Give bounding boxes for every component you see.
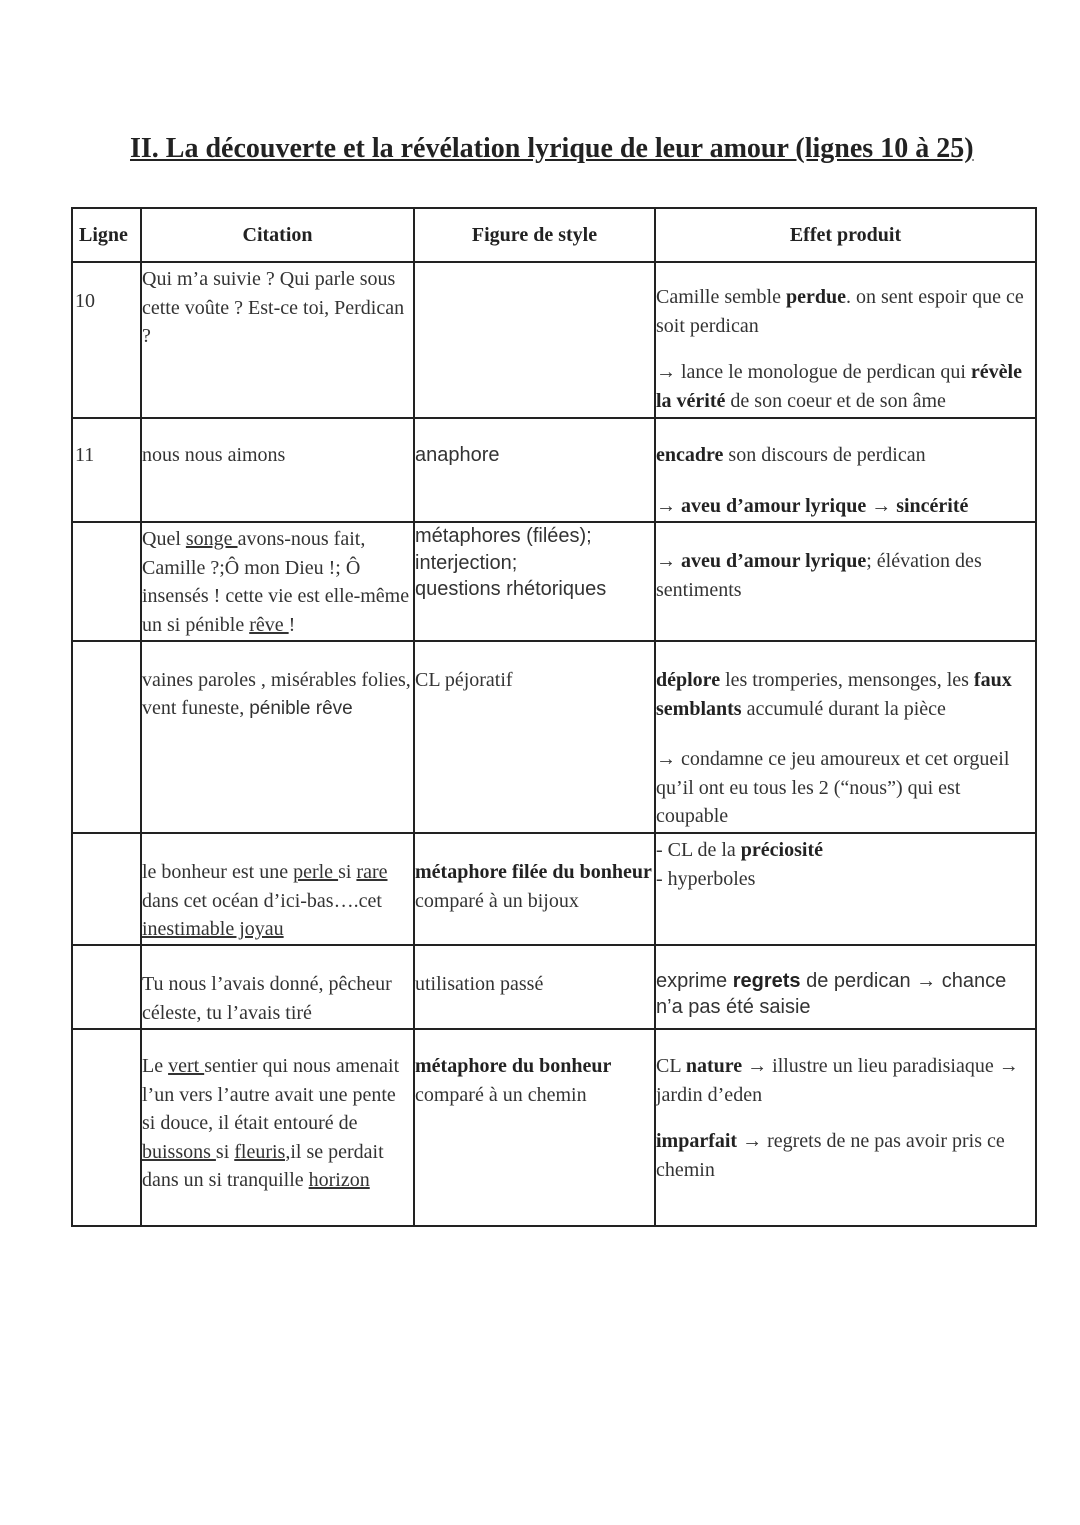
ligne-value: 11 <box>75 444 95 466</box>
citation-text: Tu nous l’avais donné, pêcheur céleste, tu l’avais tiré <box>142 973 392 1024</box>
cell-effet <box>655 522 1036 641</box>
cell-ligne <box>72 262 141 418</box>
arrow-icon: → <box>916 970 937 992</box>
header-effet: Effet produit <box>655 208 1036 262</box>
cell-ligne <box>72 833 141 945</box>
effet-paragraph: → aveu d’amour lyrique; élévation des sentiments <box>656 550 982 601</box>
cell-figure <box>414 641 655 833</box>
effet-paragraph: imparfait → regrets de ne pas avoir pris ce chemin <box>656 1130 1005 1181</box>
cell-effet <box>655 833 1036 945</box>
table-row <box>72 522 1036 641</box>
cell-figure <box>414 945 655 1029</box>
arrow-icon: → <box>998 1055 1019 1077</box>
cell-citation <box>141 641 414 833</box>
figure-text: utilisation passé <box>415 973 544 995</box>
citation-text: nous nous aimons <box>142 444 286 466</box>
cell-figure <box>414 1029 655 1226</box>
figure-text: métaphore filée du bonheur comparé à un bijoux <box>415 861 652 912</box>
cell-effet <box>655 945 1036 1029</box>
cell-effet <box>655 641 1036 833</box>
arrow-icon: → <box>871 494 892 517</box>
cell-effet <box>655 1029 1036 1226</box>
table-row <box>72 833 1036 945</box>
citation-text: Quel songe avons-nous fait, Camille ?;Ô mon Dieu !; Ô insensés ! cette vie est elle-même un si pénible rêve ! <box>142 528 410 636</box>
table-row <box>72 641 1036 833</box>
cell-citation <box>141 262 414 418</box>
page-title: II. La découverte et la révélation lyrique de leur amour (lignes 10 à 25) <box>130 133 974 164</box>
effet-paragraph: CL nature → illustre un lieu paradisiaque → jardin d’eden <box>656 1055 1019 1106</box>
figure-text: anaphore <box>415 444 500 466</box>
arrow-icon: → <box>742 1130 763 1152</box>
figure-item: métaphores (filées); <box>415 525 592 547</box>
figure-item: questions rhétoriques <box>415 578 607 600</box>
header-figure: Figure de style <box>414 208 655 262</box>
effet-paragraph: → aveu d’amour lyrique → sincérité <box>656 494 969 517</box>
cell-effet <box>655 262 1036 418</box>
figure-list <box>415 523 654 603</box>
citation-text: Le vert sentier qui nous amenait l’un vers l’autre avait une pente si douce, il était entouré de buissons si fleuris,il se perdait dans un si tranquille horizon <box>142 1055 400 1191</box>
figure-text: métaphore du bonheur comparé à un chemin <box>415 1055 612 1106</box>
cell-ligne <box>72 1029 141 1226</box>
analysis-table <box>71 207 1037 1227</box>
figure-item: interjection; <box>415 551 518 574</box>
cell-ligne <box>72 945 141 1029</box>
header-citation: Citation <box>141 208 414 262</box>
cell-citation <box>141 522 414 641</box>
cell-ligne <box>72 641 141 833</box>
effet-paragraph: → lance le monologue de perdican qui révèle la vérité de son coeur et de son âme <box>656 361 1022 412</box>
arrow-icon: → <box>656 361 676 383</box>
table-row <box>72 262 1036 418</box>
arrow-icon: → <box>747 1055 768 1077</box>
effet-paragraph: déplore les tromperies, mensonges, les faux semblants accumulé durant la pièce <box>656 669 1012 720</box>
citation-text: Qui m’a suivie ? Qui parle sous cette voûte ? Est-ce toi, Perdican ? <box>142 268 405 347</box>
cell-figure <box>414 418 655 522</box>
cell-figure <box>414 262 655 418</box>
arrow-icon: → <box>656 550 676 572</box>
citation-text: vaines paroles , misérables folies, vent funeste, pénible rêve <box>142 669 411 719</box>
citation-text: le bonheur est une perle si rare dans cet océan d’ici-bas….cet inestimable joyau <box>142 861 388 940</box>
effet-list <box>656 834 1035 893</box>
cell-citation <box>141 1029 414 1226</box>
table-row <box>72 945 1036 1029</box>
cell-citation <box>141 945 414 1029</box>
table-row <box>72 1029 1036 1226</box>
effet-paragraph: encadre son discours de perdican <box>656 444 926 466</box>
cell-citation <box>141 833 414 945</box>
list-item: - CL de la préciosité <box>656 839 823 861</box>
header-ligne: Ligne <box>72 208 141 262</box>
cell-figure <box>414 522 655 641</box>
table-row <box>72 418 1036 522</box>
arrow-icon: → <box>656 494 676 517</box>
figure-text: CL péjoratif <box>415 669 513 691</box>
ligne-value: 10 <box>75 290 95 312</box>
cell-figure <box>414 833 655 945</box>
arrow-icon: → <box>656 748 676 770</box>
effet-paragraph: exprime regrets de perdican → chance n’a pas été saisie <box>656 970 1007 1018</box>
cell-ligne <box>72 418 141 522</box>
effet-paragraph: → condamne ce jeu amoureux et cet orgueil qu’il ont eu tous les 2 (“nous”) qui est coupable <box>656 748 1010 827</box>
cell-effet <box>655 418 1036 522</box>
cell-citation <box>141 418 414 522</box>
table-header-row <box>72 208 1036 262</box>
effet-paragraph: Camille semble perdue. on sent espoir que ce soit perdican <box>656 286 1024 337</box>
cell-ligne <box>72 522 141 641</box>
list-item: - hyperboles <box>656 867 756 890</box>
